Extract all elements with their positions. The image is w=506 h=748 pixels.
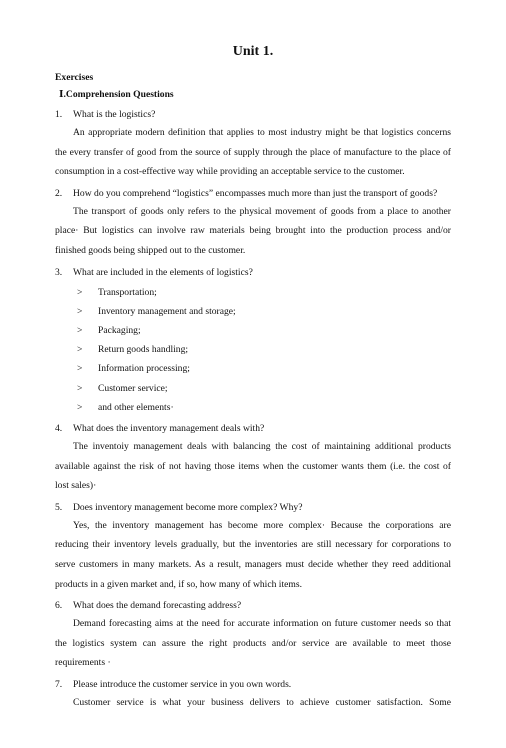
question-text: What are included in the elements of logistics?	[73, 266, 253, 278]
bullet-item	[55, 359, 451, 378]
answer-line: reducing their inventory levels gradually, but the inventories are still necessary for corporations to	[55, 539, 451, 551]
question-list	[55, 106, 451, 713]
page-title: Unit 1.	[232, 44, 274, 59]
bullet-text: Inventory management and storage;	[98, 305, 236, 317]
answer-line: products in a given market and, if so, how many of which items.	[55, 578, 302, 590]
question-text: How do you comprehend “logistics” encompasses much more than just the transport of goods?	[73, 187, 438, 199]
answer-line: consumption in a cost-effective way while providing an acceptable service to the customer.	[55, 166, 405, 178]
bullet-item	[55, 340, 451, 359]
section-heading: Exercises	[55, 72, 94, 83]
bullet-marker-icon: >	[77, 401, 83, 413]
question-number: 4.	[55, 422, 63, 434]
bullet-text: Return goods handling;	[98, 344, 189, 356]
question	[55, 420, 451, 437]
answer-paragraph	[55, 516, 451, 594]
answer-line: The inventoiy management deals with balancing the cost of maintaining additional products	[73, 440, 451, 452]
bullet-marker-icon: >	[77, 363, 83, 375]
bullet-text: Information processing;	[98, 363, 190, 375]
subsection-heading: Ⅰ.Comprehension Questions	[59, 89, 174, 100]
answer-line: available against the risk of not having those items when the customer wants them (i.e. the cost of	[55, 460, 451, 472]
question-text: What does the inventory management deals with?	[73, 422, 265, 434]
answer-line: Yes, the inventory management has become more complex· Because the corporations are	[73, 519, 451, 531]
question	[55, 264, 451, 281]
question-item	[55, 264, 451, 417]
bullet-item	[55, 398, 451, 417]
bullet-text: Packaging;	[98, 324, 141, 336]
answer-paragraph	[55, 202, 451, 261]
question	[55, 676, 451, 693]
bullet-text: Customer service;	[98, 382, 168, 394]
answer-line: requirements ·	[55, 657, 111, 669]
question-text: Does inventory management become more complex? Why?	[73, 501, 303, 513]
bullet-marker-icon: >	[77, 324, 83, 336]
question-number: 5.	[55, 501, 63, 513]
answer-paragraph	[55, 437, 451, 496]
answer-line: place· But logistics can involve raw materials being brought into the production process and/or	[55, 225, 451, 237]
answer-line: The transport of goods only refers to the physical movement of goods from a place to another	[73, 205, 451, 217]
answer-line: the every transfer of good from the source of supply through the place of manufacture to the place of	[55, 146, 451, 158]
question	[55, 106, 451, 123]
answer-line: lost sales)·	[55, 480, 97, 492]
bullet-marker-icon: >	[77, 344, 83, 356]
bullet-item	[55, 283, 451, 302]
question-number: 3.	[55, 266, 63, 278]
question-number: 7.	[55, 678, 63, 690]
bullet-marker-icon: >	[77, 305, 83, 317]
answer-line: Customer service is what your business delivers to achieve customer satisfaction. Some	[73, 696, 451, 708]
question-number: 6.	[55, 600, 63, 612]
answer-line: serve customers in many markets. As a result, managers must decide whether they reed additional	[55, 558, 451, 570]
question-text: What does the demand forecasting address?	[73, 600, 242, 612]
answer-line: finished goods being shipped out to the customer.	[55, 244, 246, 256]
answer-paragraph	[55, 693, 451, 713]
question-item	[55, 420, 451, 496]
answer-paragraph	[55, 123, 451, 182]
bullet-item	[55, 321, 451, 340]
bullet-item	[55, 379, 451, 398]
answer-line: An appropriate modern definition that applies to most industry might be that logistics concerns	[73, 127, 451, 138]
question-item	[55, 499, 451, 594]
question-item	[55, 597, 451, 673]
answer-line: the logistics system can assure the right products and/or service are available to meet those	[55, 637, 451, 649]
bullet-list	[55, 283, 451, 417]
answer-paragraph	[55, 614, 451, 673]
bullet-marker-icon: >	[77, 286, 83, 298]
question	[55, 597, 451, 614]
question-item	[55, 185, 451, 261]
question-item	[55, 106, 451, 182]
question	[55, 185, 451, 202]
question-number: 1.	[55, 109, 63, 120]
bullet-marker-icon: >	[77, 382, 83, 394]
bullet-item	[55, 302, 451, 321]
question-item	[55, 676, 451, 713]
question-number: 2.	[55, 187, 63, 199]
bullet-text: and other elements·	[98, 401, 174, 413]
question-text: Please introduce the customer service in you own words.	[73, 678, 292, 690]
bullet-text: Transportation;	[98, 286, 157, 298]
document-body	[55, 69, 451, 713]
answer-line: Demand forecasting aims at the need for accurate information on future customer needs so that	[73, 618, 451, 630]
question-text: What is the logistics?	[73, 109, 156, 120]
question	[55, 499, 451, 516]
